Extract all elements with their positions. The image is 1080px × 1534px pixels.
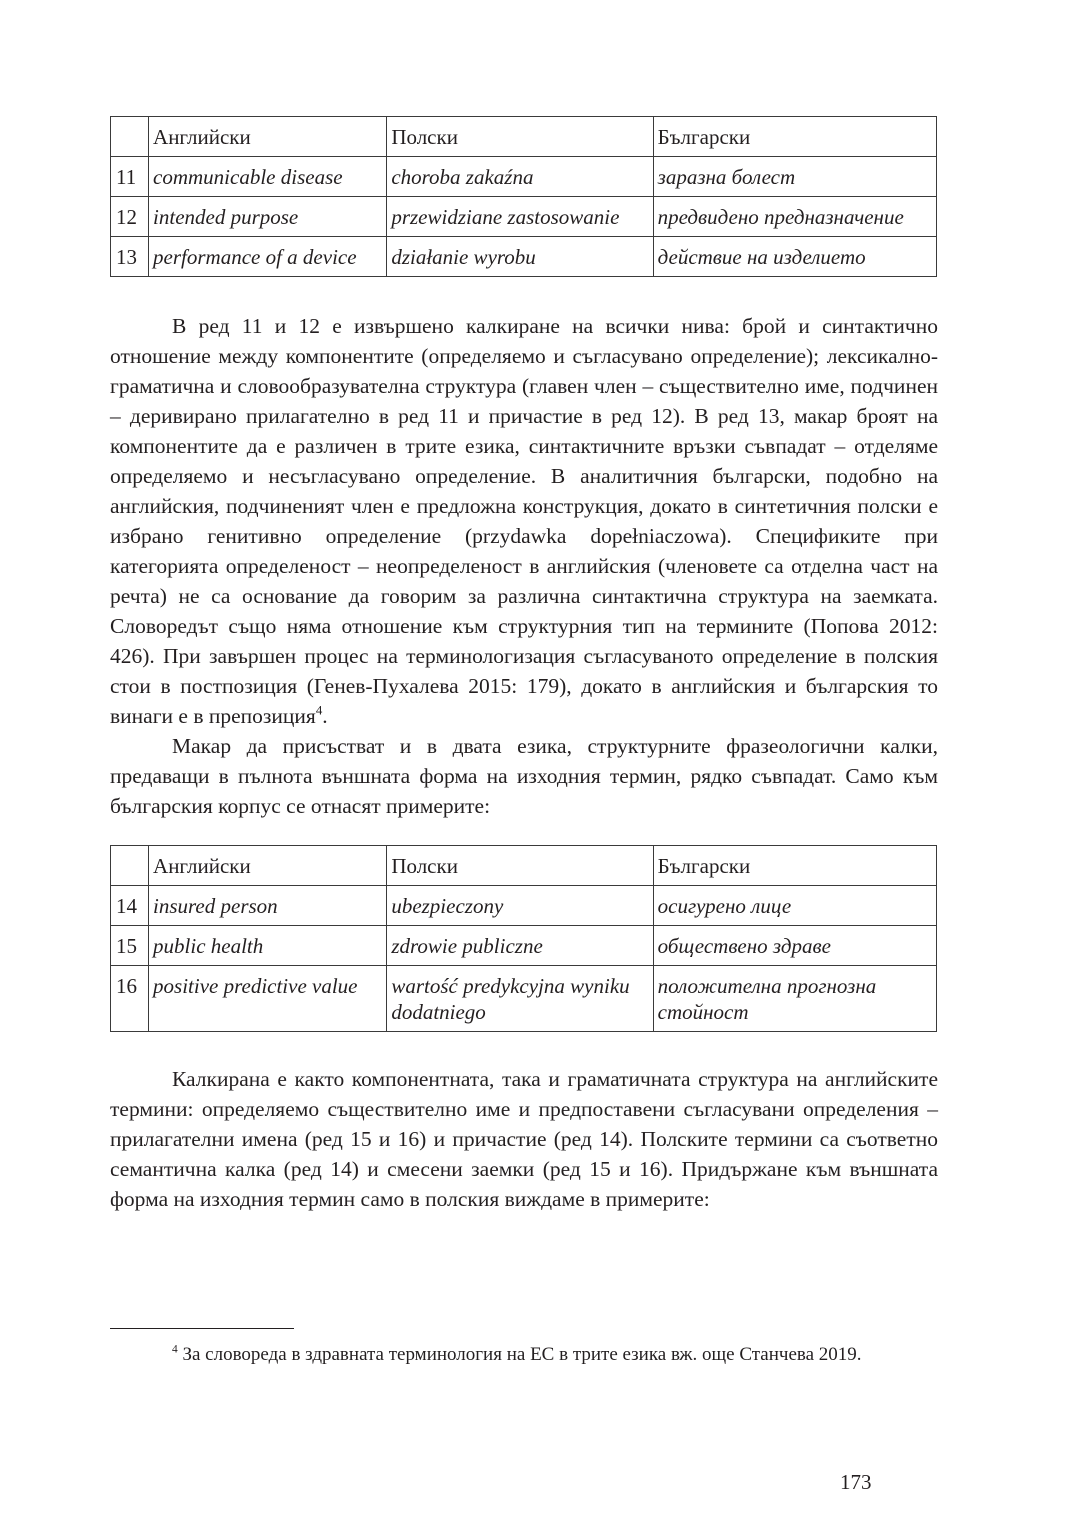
- table-header-row: [111, 846, 937, 886]
- table-row: [111, 926, 937, 966]
- table-row: [111, 237, 937, 277]
- bulgarian-term: осигурено лице: [653, 886, 936, 926]
- polish-term: wartość predykcyjna wyniku dodatniego: [387, 966, 653, 1032]
- polish-term: ubezpieczony: [387, 886, 653, 926]
- row-number: 16: [111, 966, 149, 1032]
- polish-term: przewidziane zastosowanie: [387, 197, 653, 237]
- polish-term: zdrowie publiczne: [387, 926, 653, 966]
- header-cell-index: [111, 846, 149, 886]
- table-row: [111, 157, 937, 197]
- bulgarian-term: положителна прогнозна стойност: [653, 966, 936, 1032]
- body-paragraph-2: Макар да присъстват и в двата езика, структурните фразеологични калки, предаващи в пълнота външната форма на изходния термин, рядко съвпадат. Само към българския корпус се отнасят примерите:: [110, 734, 938, 818]
- body-paragraph-3: Калкирана е както компонентната, така и граматичната структура на английските термини: определяемо съществително име и предпоставени съгласувани определения – прилагателни имена (ред 15 и 16) и причастие (ред 14). Полските термини са съответно семантична калка (ред 14) и смесени заемки (ред 15 и 16). Придържане към външната форма на изходния термин само в полския виждаме в примерите:: [110, 1067, 938, 1211]
- bulgarian-term: обществено здраве: [653, 926, 936, 966]
- header-cell-bulgarian: Български: [653, 117, 936, 157]
- footnote-divider: [110, 1328, 294, 1329]
- english-term: performance of a device: [149, 237, 387, 277]
- terms-table-2: [110, 845, 937, 1032]
- footnote-mark: 4: [172, 1343, 178, 1356]
- row-number: 13: [111, 237, 149, 277]
- header-cell-index: [111, 117, 149, 157]
- header-cell-polish: Полски: [387, 117, 653, 157]
- bulgarian-term: предвидено предназначение: [653, 197, 936, 237]
- row-number: 11: [111, 157, 149, 197]
- page-number: 173: [840, 1470, 872, 1494]
- english-term: public health: [149, 926, 387, 966]
- body-paragraph-1: В ред 11 и 12 е извършено калкиране на всички нива: брой и синтактично отношение между компонентите (определяемо и съгласувано определение); лексикално-граматична и словообразувателна структура (главен член – съществително име, подчинен – деривирано прилагателно в ред 11 и причастие в ред 12). В ред 13, макар броят на компонентите да е различен в трите езика, синтактичните връзки съвпадат – отделяме определяемо и несъгласувано определение. В аналитичния български, подобно на английския, подчиненият член е предложна конструкция, докато в синтетичния полски е избрано генитивно определение (przydawka dopełniaczowa). Спецификите при категорията определеност – неопределеност в английския (членовете са отделна част на речта) не са основание да говорим за различна синтактична структура на заемката. Словоредът също няма отношение към структурния тип на термините (Попова 2012: 426). При завършен процес на терминологизация съгласуваното определение в полския стои в постпозиция (Генев-Пухалева 2015: 179), докато в английския и българския то винаги е в препозиция$^4$.: [110, 314, 938, 728]
- polish-term: działanie wyrobu: [387, 237, 653, 277]
- page-content: [110, 116, 938, 1214]
- bulgarian-term: заразна болест: [653, 157, 936, 197]
- polish-term: choroba zakaźna: [387, 157, 653, 197]
- footnote-text: За словореда в здравната терминология на ЕС в трите езика вж. още Станчева 2019.: [182, 1344, 862, 1365]
- english-term: positive predictive value: [149, 966, 387, 1032]
- table-row: [111, 886, 937, 926]
- english-term: communicable disease: [149, 157, 387, 197]
- header-cell-english: Английски: [149, 846, 387, 886]
- table-header-row: [111, 117, 937, 157]
- english-term: insured person: [149, 886, 387, 926]
- row-number: 12: [111, 197, 149, 237]
- header-cell-polish: Полски: [387, 846, 653, 886]
- table-row: [111, 966, 937, 1032]
- english-term: intended purpose: [149, 197, 387, 237]
- footnote-reference: 4: [315, 703, 323, 718]
- header-cell-bulgarian: Български: [653, 846, 936, 886]
- header-cell-english: Английски: [149, 117, 387, 157]
- bulgarian-term: действие на изделието: [653, 237, 936, 277]
- table-row: [111, 197, 937, 237]
- terms-table-1: [110, 116, 937, 277]
- row-number: 14: [111, 886, 149, 926]
- footnote: [110, 1340, 938, 1369]
- row-number: 15: [111, 926, 149, 966]
